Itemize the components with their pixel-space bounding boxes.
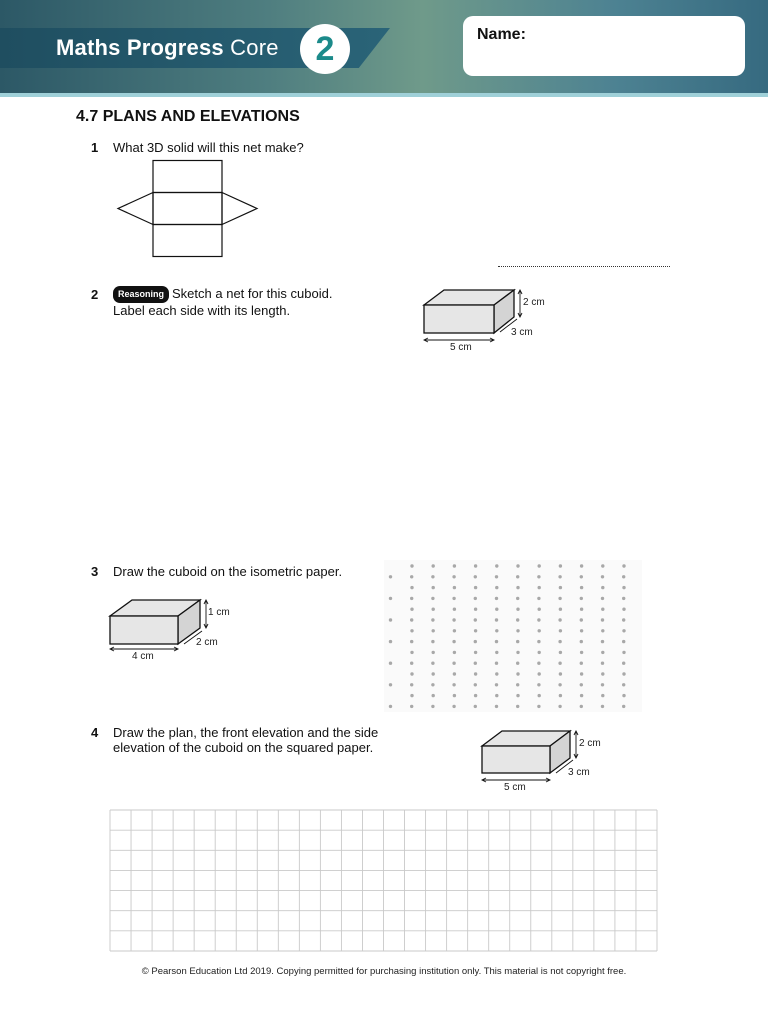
iso-dot bbox=[474, 705, 477, 708]
iso-dot bbox=[559, 672, 562, 675]
iso-dot bbox=[452, 597, 455, 600]
book-title-light: Core bbox=[230, 35, 279, 60]
iso-dot bbox=[558, 705, 561, 708]
iso-dot bbox=[474, 640, 477, 643]
iso-dot bbox=[452, 705, 455, 708]
iso-dot bbox=[580, 672, 583, 675]
question-1-text: What 3D solid will this net make? bbox=[113, 140, 304, 155]
iso-dot bbox=[495, 694, 498, 697]
iso-dot bbox=[601, 564, 604, 567]
squared-paper[interactable] bbox=[110, 810, 657, 951]
iso-dot bbox=[538, 608, 541, 611]
iso-dot bbox=[538, 694, 541, 697]
cuboid-q3-height-label: 1 cm bbox=[208, 607, 230, 618]
cuboid-q4-height-label: 2 cm bbox=[579, 738, 601, 749]
iso-dot bbox=[452, 618, 455, 621]
iso-dot bbox=[516, 705, 519, 708]
iso-dot bbox=[601, 683, 604, 686]
book-title-bold: Maths Progress bbox=[56, 35, 224, 60]
iso-dot bbox=[558, 575, 561, 578]
iso-dot bbox=[580, 651, 583, 654]
iso-dot bbox=[537, 683, 540, 686]
question-4-line2: elevation of the cuboid on the squared paper. bbox=[113, 740, 374, 755]
question-3-text: Draw the cuboid on the isometric paper. bbox=[113, 564, 343, 579]
iso-dot bbox=[389, 618, 392, 621]
iso-dot bbox=[410, 662, 413, 665]
iso-dot bbox=[516, 672, 519, 675]
question-2-line2: Label each side with its length. bbox=[113, 303, 291, 318]
iso-dot bbox=[410, 586, 413, 589]
iso-dot bbox=[622, 564, 625, 567]
question-4-line1: Draw the plan, the front elevation and the side bbox=[113, 725, 379, 740]
iso-dot bbox=[474, 575, 477, 578]
iso-dot bbox=[474, 694, 477, 697]
iso-dot bbox=[516, 640, 519, 643]
iso-dot bbox=[410, 705, 413, 708]
iso-dot bbox=[410, 618, 413, 621]
iso-dot bbox=[558, 683, 561, 686]
iso-dot bbox=[431, 618, 434, 621]
iso-dot bbox=[474, 672, 477, 675]
iso-dot bbox=[389, 683, 392, 686]
iso-dot bbox=[452, 640, 455, 643]
iso-dot bbox=[537, 640, 540, 643]
iso-dot bbox=[601, 618, 604, 621]
iso-dot bbox=[622, 662, 625, 665]
iso-dot bbox=[452, 683, 455, 686]
iso-dot bbox=[559, 694, 562, 697]
iso-dot bbox=[538, 651, 541, 654]
iso-dot bbox=[432, 564, 435, 567]
iso-dot bbox=[495, 608, 498, 611]
iso-dot bbox=[580, 575, 583, 578]
iso-dot bbox=[601, 608, 604, 611]
iso-dot bbox=[410, 564, 413, 567]
iso-dot bbox=[453, 586, 456, 589]
copyright-footer: © Pearson Education Ltd 2019. Copying permitted for purchasing institution only. This material is not copyright free. bbox=[141, 966, 627, 977]
iso-dot bbox=[410, 629, 413, 632]
iso-dot bbox=[410, 694, 413, 697]
iso-dot bbox=[622, 651, 625, 654]
iso-dot bbox=[431, 575, 434, 578]
iso-dot bbox=[474, 597, 477, 600]
iso-dot bbox=[495, 662, 498, 665]
cuboid-q2-width-label: 5 cm bbox=[450, 342, 472, 353]
cuboid-q2-depth-label: 3 cm bbox=[511, 327, 533, 338]
iso-dot bbox=[601, 575, 604, 578]
iso-dot bbox=[622, 672, 625, 675]
cuboid-diagram-q2 bbox=[420, 285, 560, 357]
iso-dot bbox=[538, 564, 541, 567]
cuboid-q4-depth-label: 3 cm bbox=[568, 767, 590, 778]
iso-dot bbox=[601, 629, 604, 632]
iso-dot bbox=[559, 651, 562, 654]
iso-dot bbox=[389, 640, 392, 643]
iso-dot bbox=[410, 651, 413, 654]
iso-dot bbox=[432, 608, 435, 611]
iso-dot bbox=[516, 597, 519, 600]
iso-dot bbox=[516, 683, 519, 686]
iso-dot bbox=[410, 640, 413, 643]
iso-dot bbox=[622, 575, 625, 578]
answer-line[interactable] bbox=[498, 258, 670, 267]
question-2-text bbox=[113, 286, 332, 318]
iso-dot bbox=[495, 683, 498, 686]
iso-dot bbox=[516, 564, 519, 567]
question-2-number: 2 bbox=[91, 287, 99, 302]
cuboid-q2-height-label: 2 cm bbox=[523, 297, 545, 308]
question-4-text bbox=[113, 725, 378, 755]
iso-dot bbox=[516, 586, 519, 589]
iso-dot bbox=[431, 683, 434, 686]
iso-dot bbox=[453, 564, 456, 567]
iso-dot bbox=[431, 705, 434, 708]
iso-dot bbox=[410, 608, 413, 611]
iso-dot bbox=[431, 640, 434, 643]
iso-dot bbox=[559, 608, 562, 611]
iso-dot bbox=[452, 575, 455, 578]
header-divider bbox=[0, 93, 768, 97]
iso-dot bbox=[495, 705, 498, 708]
iso-dot bbox=[537, 597, 540, 600]
iso-dot bbox=[622, 608, 625, 611]
name-label: Name: bbox=[477, 26, 526, 43]
iso-dot bbox=[601, 640, 604, 643]
iso-dot bbox=[580, 705, 583, 708]
iso-dot bbox=[601, 705, 604, 708]
iso-dot bbox=[495, 651, 498, 654]
iso-dot bbox=[538, 629, 541, 632]
iso-dot bbox=[601, 597, 604, 600]
iso-dot bbox=[432, 651, 435, 654]
iso-dot bbox=[474, 586, 477, 589]
iso-dot bbox=[580, 683, 583, 686]
question-2-line1: Sketch a net for this cuboid. bbox=[172, 286, 333, 301]
iso-dot bbox=[516, 662, 519, 665]
iso-dot bbox=[537, 575, 540, 578]
iso-dot bbox=[580, 597, 583, 600]
iso-dot bbox=[410, 597, 413, 600]
iso-dot bbox=[558, 662, 561, 665]
cuboid-q4-width-label: 5 cm bbox=[504, 782, 526, 793]
cuboid-diagram-q4 bbox=[478, 726, 618, 798]
iso-dot bbox=[622, 694, 625, 697]
iso-dot bbox=[558, 597, 561, 600]
iso-dot bbox=[622, 586, 625, 589]
iso-dot bbox=[622, 597, 625, 600]
iso-dot bbox=[389, 662, 392, 665]
iso-dot bbox=[538, 586, 541, 589]
iso-dot bbox=[474, 683, 477, 686]
iso-dot bbox=[474, 662, 477, 665]
question-3-number: 3 bbox=[91, 564, 99, 579]
iso-dot bbox=[580, 564, 583, 567]
iso-dot bbox=[559, 629, 562, 632]
iso-dot bbox=[431, 597, 434, 600]
iso-dot bbox=[410, 672, 413, 675]
isometric-paper-background bbox=[384, 560, 642, 712]
book-title bbox=[56, 35, 279, 61]
iso-dot bbox=[622, 705, 625, 708]
iso-dot bbox=[389, 597, 392, 600]
iso-dot bbox=[516, 651, 519, 654]
iso-dot bbox=[558, 618, 561, 621]
cuboid-q3-width-label: 4 cm bbox=[132, 651, 154, 662]
iso-dot bbox=[516, 694, 519, 697]
iso-dot bbox=[432, 629, 435, 632]
iso-dot bbox=[580, 586, 583, 589]
iso-dot bbox=[580, 640, 583, 643]
iso-dot bbox=[537, 705, 540, 708]
iso-dot bbox=[410, 575, 413, 578]
iso-dot bbox=[474, 629, 477, 632]
iso-dot bbox=[452, 662, 455, 665]
iso-dot bbox=[622, 683, 625, 686]
iso-dot bbox=[495, 575, 498, 578]
iso-dot bbox=[495, 629, 498, 632]
iso-dot bbox=[559, 564, 562, 567]
cuboid-diagram-q3 bbox=[106, 594, 246, 666]
iso-dot bbox=[516, 629, 519, 632]
iso-dot bbox=[495, 672, 498, 675]
iso-dot bbox=[601, 694, 604, 697]
iso-dot bbox=[453, 672, 456, 675]
level-badge: 2 bbox=[300, 24, 350, 74]
iso-dot bbox=[622, 618, 625, 621]
iso-dot bbox=[580, 618, 583, 621]
iso-dot bbox=[601, 672, 604, 675]
iso-dot bbox=[431, 662, 434, 665]
name-field[interactable] bbox=[463, 16, 745, 76]
iso-dot bbox=[580, 608, 583, 611]
iso-dot bbox=[622, 640, 625, 643]
isometric-dot-paper[interactable] bbox=[384, 560, 642, 712]
reasoning-badge: Reasoning bbox=[113, 286, 169, 303]
iso-dot bbox=[516, 618, 519, 621]
cuboid-q3-depth-label: 2 cm bbox=[196, 637, 218, 648]
iso-dot bbox=[580, 662, 583, 665]
iso-dot bbox=[495, 640, 498, 643]
section-title: 4.7 PLANS AND ELEVATIONS bbox=[76, 108, 300, 125]
iso-dot bbox=[495, 564, 498, 567]
iso-dot bbox=[495, 586, 498, 589]
iso-dot bbox=[558, 640, 561, 643]
iso-dot bbox=[453, 629, 456, 632]
iso-dot bbox=[432, 586, 435, 589]
iso-dot bbox=[516, 608, 519, 611]
iso-dot bbox=[453, 608, 456, 611]
iso-dot bbox=[580, 694, 583, 697]
iso-dot bbox=[453, 694, 456, 697]
iso-dot bbox=[580, 629, 583, 632]
iso-dot bbox=[389, 705, 392, 708]
iso-dot bbox=[389, 575, 392, 578]
iso-dot bbox=[410, 683, 413, 686]
iso-dot bbox=[516, 575, 519, 578]
iso-dot bbox=[559, 586, 562, 589]
iso-dot bbox=[474, 618, 477, 621]
iso-dot bbox=[495, 597, 498, 600]
triangular-prism-net bbox=[116, 160, 261, 260]
iso-dot bbox=[453, 651, 456, 654]
iso-dot bbox=[601, 586, 604, 589]
iso-dot bbox=[537, 618, 540, 621]
question-4-number: 4 bbox=[91, 725, 99, 740]
iso-dot bbox=[537, 662, 540, 665]
iso-dot bbox=[538, 672, 541, 675]
iso-dot bbox=[474, 651, 477, 654]
iso-dot bbox=[432, 694, 435, 697]
iso-dot bbox=[474, 608, 477, 611]
iso-dot bbox=[474, 564, 477, 567]
iso-dot bbox=[495, 618, 498, 621]
iso-dot bbox=[622, 629, 625, 632]
iso-dot bbox=[601, 662, 604, 665]
question-1-number: 1 bbox=[91, 140, 99, 155]
iso-dot bbox=[432, 672, 435, 675]
iso-dot bbox=[601, 651, 604, 654]
